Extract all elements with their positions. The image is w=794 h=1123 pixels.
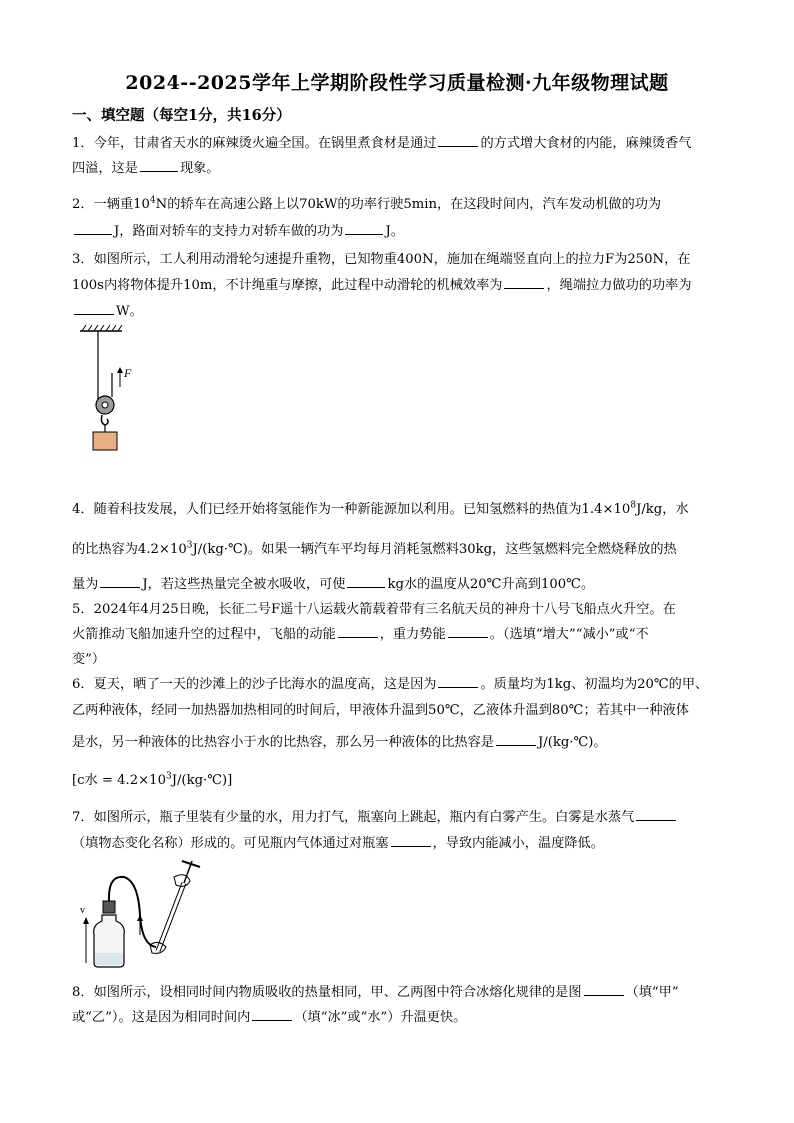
answer-blank[interactable] xyxy=(496,733,536,746)
question-5-line-2 xyxy=(72,623,732,642)
question-8-text: （填“甲” xyxy=(625,985,679,1000)
velocity-label: v xyxy=(80,905,85,916)
page-title: 2024--2025学年上学期阶段性学习质量检测·九年级物理试题 xyxy=(125,72,669,94)
question-3-line-1 xyxy=(72,248,732,267)
question-6-text: J/(kg·℃)。 xyxy=(538,735,607,750)
question-4-text: J/(kg·℃)。如果一辆汽车平均每月消耗氢燃料30kg，这些氢燃料完全燃烧释放的热 xyxy=(192,542,677,557)
answer-blank[interactable] xyxy=(100,575,140,588)
question-6-line-3 xyxy=(72,731,732,750)
question-6-text: 乙两种液体，经同一加热器加热相同的时间后，甲液体升温到50℃，乙液体升温到80℃；若其中一种液体 xyxy=(72,703,689,718)
question-5-text: 5．2024年4月25日晚，长征二号F遥十八运载火箭载着带有三名航天员的神舟十八号飞船点火升空。在 xyxy=(72,602,676,617)
answer-blank[interactable] xyxy=(345,222,383,235)
question-7-text: 7．如图所示，瓶子里装有少量的水，用力打气，瓶塞向上跳起，瓶内有白雾产生。白雾是水蒸气 xyxy=(72,810,635,825)
question-2-text: 2．一辆重10 xyxy=(72,197,150,212)
question-7-text: ，导致内能减小，温度降低。 xyxy=(432,836,604,851)
question-8-text: （填“冰”或“水”）升温更快。 xyxy=(294,1010,467,1025)
question-5-text: 。（选填“增大”“减小”或“不 xyxy=(489,627,649,642)
question-5-line-1 xyxy=(72,598,732,617)
force-label: F xyxy=(124,366,132,380)
formula-text: J/(kg·℃)] xyxy=(171,773,233,788)
question-1-line-1 xyxy=(72,132,732,151)
question-3-line-2 xyxy=(72,274,732,293)
question-5-text: 火箭推动飞船加速升空的过程中，飞船的动能 xyxy=(72,627,336,642)
question-3-text: 100s内将物体提升10m，不计绳重与摩擦，此过程中动滑轮的机械效率为 xyxy=(72,278,503,293)
question-6-line-1 xyxy=(72,673,732,692)
question-3-text: W。 xyxy=(116,304,143,319)
superscript: 3 xyxy=(186,540,193,551)
superscript: 3 xyxy=(165,771,172,782)
water-level xyxy=(95,953,123,965)
question-1-text: 的方式增大食材的内能，麻辣烫香气 xyxy=(480,136,692,151)
question-4-line-3 xyxy=(72,573,732,592)
answer-blank[interactable] xyxy=(338,625,378,638)
question-7-line-1 xyxy=(72,806,732,825)
question-2-text: J。 xyxy=(385,224,404,239)
section-heading: 一、填空题（每空1分，共16分） xyxy=(72,107,291,124)
formula-text: [c水 = 4.2×10 xyxy=(72,773,166,788)
question-4-line-2 xyxy=(72,538,732,557)
question-7-line-2 xyxy=(72,832,732,851)
question-4-text: kg水的温度从20℃升高到100℃。 xyxy=(387,577,595,592)
pulley-axle xyxy=(102,402,108,408)
superscript: 4 xyxy=(149,195,156,206)
hook-icon xyxy=(101,415,108,425)
answer-blank[interactable] xyxy=(74,302,114,315)
answer-blank[interactable] xyxy=(636,808,676,821)
answer-blank[interactable] xyxy=(438,675,478,688)
question-8-text: 8．如图所示，设相同时间内物质吸收的热量相同，甲、乙两图中符合冰熔化规律的是图 xyxy=(72,985,582,1000)
answer-blank[interactable] xyxy=(438,134,478,147)
question-1-line-2 xyxy=(72,157,732,176)
question-4-text: 的比热容为4.2×10 xyxy=(72,542,187,557)
question-7-text: （填物态变化名称）形成的。可见瓶内气体通过对瓶塞 xyxy=(72,836,389,851)
question-3-text: 3．如图所示，工人利用动滑轮匀速提升重物，已知物重400N，施加在绳端竖直向上的拉力F为250N，在 xyxy=(72,252,691,267)
question-4-text: 量为 xyxy=(72,577,99,592)
bottle-stopper xyxy=(103,901,115,913)
question-2-text: J，路面对轿车的支持力对轿车做的功为 xyxy=(114,224,344,239)
pulley-figure xyxy=(80,325,150,455)
question-8-line-1 xyxy=(72,981,732,1000)
answer-blank[interactable] xyxy=(347,575,385,588)
question-6-line-2 xyxy=(72,699,732,718)
question-6-text: 是水，另一种液体的比热容小于水的比热容，那么另一种液体的比热容是 xyxy=(72,735,494,750)
answer-blank[interactable] xyxy=(140,159,178,172)
answer-blank[interactable] xyxy=(584,983,624,996)
superscript: 8 xyxy=(630,500,637,511)
question-1-text: 现象。 xyxy=(179,161,220,176)
question-1-text: 1．今年，甘肃省天水的麻辣烫火遍全国。在锅里煮食材是通过 xyxy=(72,136,437,151)
question-6-line-4 xyxy=(72,769,732,788)
question-5-line-3 xyxy=(72,648,732,667)
question-4-text: J/kg，水 xyxy=(636,502,689,517)
answer-blank[interactable] xyxy=(252,1008,292,1021)
question-6-text: 。质量均为1kg、初温均为20℃的甲、 xyxy=(480,677,709,692)
answer-blank[interactable] xyxy=(448,625,488,638)
question-1-text: 四溢，这是 xyxy=(72,161,138,176)
question-4-text: J，若这些热量完全被水吸收，可使 xyxy=(142,577,346,592)
answer-blank[interactable] xyxy=(74,222,112,235)
answer-blank[interactable] xyxy=(391,834,431,847)
question-5-text: ，重力势能 xyxy=(379,627,446,642)
question-2-text: N的轿车在高速公路上以70kW的功率行驶5min，在这段时间内，汽车发动机做的功为 xyxy=(155,197,662,212)
question-3-text: ，绳端拉力做功的功率为 xyxy=(546,278,692,293)
question-2-line-1 xyxy=(72,193,732,212)
question-4-text: 4．随着科技发展，人们已经开始将氢能作为一种新能源加以利用。已知氢燃料的热值为1.4×10 xyxy=(72,502,631,517)
answer-blank[interactable] xyxy=(504,276,544,289)
question-8-line-2 xyxy=(72,1006,732,1025)
question-3-line-3 xyxy=(72,300,732,319)
question-8-text: 或“乙”）。这是因为相同时间内 xyxy=(72,1010,251,1025)
bottle-pump-figure xyxy=(76,855,206,970)
question-4-line-1 xyxy=(72,498,732,517)
question-5-text: 变”） xyxy=(72,652,106,667)
question-2-line-2 xyxy=(72,220,732,239)
load-block xyxy=(93,432,117,450)
question-6-text: 6．夏天，晒了一天的沙滩上的沙子比海水的温度高，这是因为 xyxy=(72,677,437,692)
